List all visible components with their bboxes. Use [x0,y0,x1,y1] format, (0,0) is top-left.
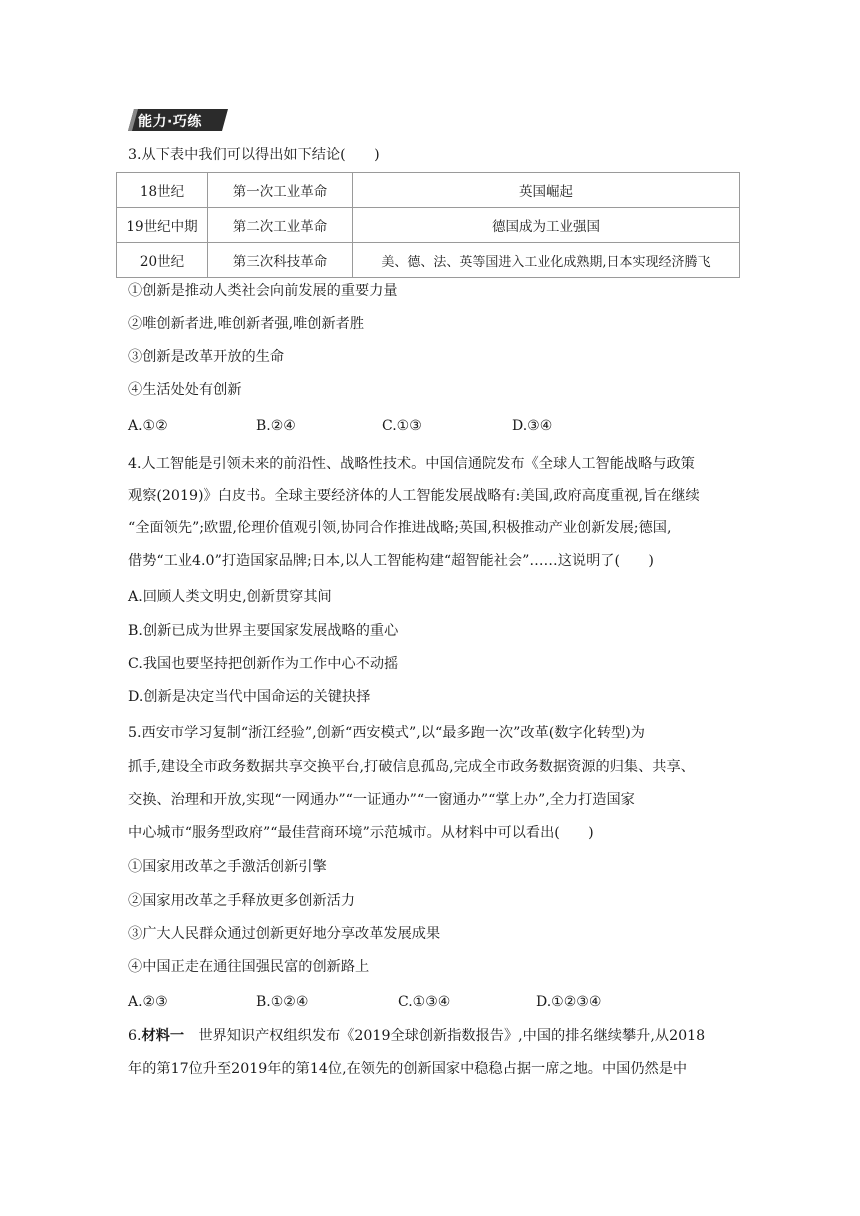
q4-option-d[interactable]: D.创新是决定当代中国命运的关键抉择 [128,689,371,705]
q6-line-2: 年的第17位升至2019年的第14位,在领先的创新国家中稳稳占据一席之地。中国仍然是中 [128,1061,688,1077]
table-cell: 德国成为工业强国 [353,208,740,243]
q5-stem-line-4: 中心城市“服务型政府”“最佳营商环境”示范城市。从材料中可以看出( ) [128,825,594,841]
table-cell: 美、德、法、英等国进入工业化成熟期,日本实现经济腾飞 [353,243,740,278]
q3-option-a[interactable]: A.①② [128,418,168,434]
q5-item-1: ①国家用改革之手激活创新引擎 [128,859,327,875]
table-row [117,173,740,208]
q3-option-d[interactable]: D.③④ [512,418,553,434]
table-row [117,208,740,243]
q4-stem-line-2: 观察(2019)》白皮书。全球主要经济体的人工智能发展战略有:美国,政府高度重视,旨在继续 [128,488,700,504]
q3-option-b[interactable]: B.②④ [256,418,296,434]
section-title: 能力·巧练 [138,114,202,130]
q3-option-c[interactable]: C.①③ [382,418,422,434]
table-cell: 第二次工业革命 [208,208,353,243]
q4-stem-line-1: 4.人工智能是引领未来的前沿性、战略性技术。中国信通院发布《全球人工智能战略与政策 [128,456,695,472]
q5-item-2: ②国家用改革之手释放更多创新活力 [128,893,356,909]
q4-stem-line-3: “全面领先”;欧盟,伦理价值观引领,协同合作推进战略;英国,积极推动产业创新发展;德国, [128,520,672,536]
table-cell: 第一次工业革命 [208,173,353,208]
q3-table [116,172,740,278]
q3-item-2: ②唯创新者进,唯创新者强,唯创新者胜 [128,316,365,332]
table-cell: 第三次科技革命 [208,243,353,278]
q6-line-1-text: 世界知识产权组织发布《2019全球创新指数报告》,中国的排名继续攀升,从2018 [184,1028,706,1044]
q5-option-c[interactable]: C.①③④ [398,994,451,1010]
q5-option-a[interactable]: A.②③ [128,994,168,1010]
q5-option-b[interactable]: B.①②④ [256,994,309,1010]
q4-option-a[interactable]: A.回顾人类文明史,创新贯穿其间 [128,589,332,605]
q6-material-label: 材料一 [141,1028,185,1044]
q3-item-4: ④生活处处有创新 [128,382,242,398]
q4-option-c[interactable]: C.我国也要坚持把创新作为工作中心不动摇 [128,656,399,672]
q4-option-b[interactable]: B.创新已成为世界主要国家发展战略的重心 [128,623,399,639]
q6-number: 6. [128,1028,142,1044]
table-cell: 英国崛起 [353,173,740,208]
table-cell: 20世纪 [117,243,208,278]
table-cell: 19世纪中期 [117,208,208,243]
q4-stem-line-4: 借势“工业4.0”打造国家品牌;日本,以人工智能构建“超智能社会”……这说明了( ) [128,553,654,569]
q6-line-1 [128,1026,705,1046]
q5-stem-line-1: 5.西安市学习复制“浙江经验”,创新“西安模式”,以“最多跑一次”改革(数字化转型)为 [128,725,645,741]
table-row [117,243,740,278]
q5-option-d[interactable]: D.①②③④ [536,994,602,1010]
table-cell: 18世纪 [117,173,208,208]
q5-stem-line-3: 交换、治理和开放,实现“一网通办”“一证通办”“一窗通办”“掌上办”,全力打造国家 [128,792,635,808]
q5-item-4: ④中国正走在通往国强民富的创新路上 [128,959,370,975]
section-banner [128,109,228,131]
q5-stem-line-2: 抓手,建设全市政务数据共享交换平台,打破信息孤岛,完成全市政务数据资源的归集、共享、 [128,759,695,775]
q3-stem: 3.从下表中我们可以得出如下结论( ) [128,147,380,163]
q3-item-3: ③创新是改革开放的生命 [128,349,285,365]
q3-item-1: ①创新是推动人类社会向前发展的重要力量 [128,283,398,299]
q5-item-3: ③广大人民群众通过创新更好地分享改革发展成果 [128,926,441,942]
